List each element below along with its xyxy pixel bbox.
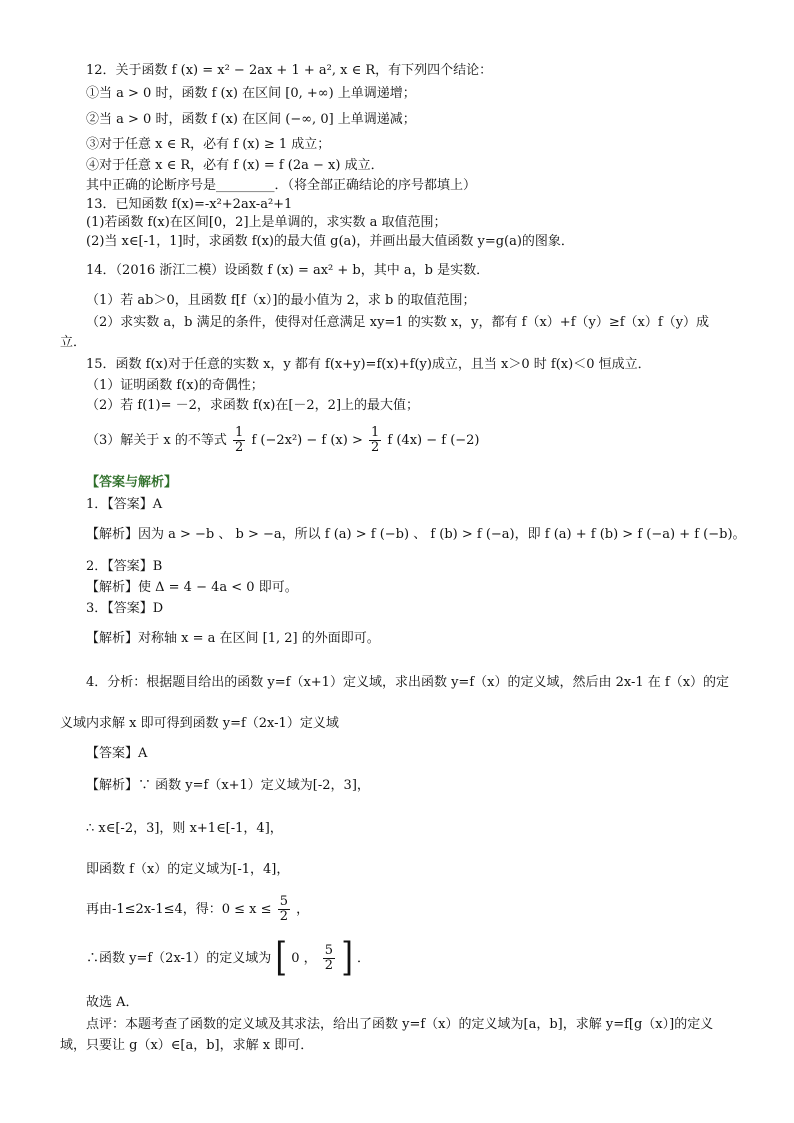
q14-stem: 14．（2016 浙江二模）设函数 f (x) = ax² + b，其中 a，b 是实数．: [86, 263, 490, 278]
q12-stem: 12．关于函数 f (x) = x² − 2ax + 1 + a², x ∈ R，有下列四个结论：: [86, 63, 493, 78]
answer-4-step-1: 【解析】∵ 函数 y=f（x+1）定义域为[-2，3]，: [86, 778, 370, 793]
answer-4-comment-cont: 域，只要让 g（x）∈[a，b]，求解 x 即可．: [60, 1038, 314, 1053]
answer-4-step-2: ∴ x∈[-2，3]，则 x+1∈[-1，4]，: [86, 821, 283, 836]
answer-4-step-5-end: ．: [357, 951, 371, 966]
fraction-numerator: 5: [324, 943, 334, 958]
answer-4-analysis-cont: 义域内求解 x 即可得到函数 y=f（2x-1）定义域: [60, 716, 339, 731]
fraction-denominator: 2: [279, 909, 288, 924]
answer-4-analysis: 4．分析：根据题目给出的函数 y=f（x+1）定义域，求出函数 y=f（x）的定义域，然后由 2x-1 在 f（x）的定: [86, 675, 730, 690]
fraction-denominator: 2: [235, 440, 244, 455]
answer-3: 3．【答案】D: [86, 601, 164, 616]
answer-1-explanation: 【解析】因为 a > −b 、 b > −a，所以 f (a) > f (−b) 、 f (b) > f (−a)，即 f (a) + f (b) > f (−a) + f (−b)。: [86, 527, 746, 542]
fraction-five-halves-2: [323, 944, 335, 973]
fraction-numerator: 1: [235, 425, 244, 440]
q13-part-1: (1)若函数 f(x)在区间[0，2]上是单调的，求实数 a 取值范围；: [86, 215, 447, 230]
q12-option-4: ④对于任意 x ∈ R，必有 f (x) = f (2a − x) 成立．: [86, 158, 384, 173]
answer-4-step-4-text: 再由-1≤2x-1≤4，得：0 ≤ x ≤: [86, 902, 272, 917]
fraction-numerator: 5: [279, 894, 288, 909]
answer-3-explanation: 【解析】对称轴 x = a 在区间 [1, 2] 的外面即可。: [86, 631, 380, 646]
answer-4-step-3: 即函数 f（x）的定义域为[-1，4]，: [86, 862, 290, 877]
fraction-denominator: 2: [370, 440, 380, 455]
answer-2-explanation: 【解析】使 Δ = 4 − 4a < 0 即可。: [86, 580, 298, 595]
q12-blank-line: 其中正确的论断序号是_________．（将全部正确结论的序号都填上）: [86, 178, 477, 193]
fraction-numerator: 1: [370, 425, 380, 440]
answer-1: 1．【答案】A: [86, 497, 163, 512]
answer-4-step-5: [86, 935, 371, 981]
q12-option-3: ③对于任意 x ∈ R，必有 f (x) ≥ 1 成立；: [86, 137, 331, 152]
answer-4-comment: 点评：本题考查了函数的定义域及其求法，给出了函数 y=f（x）的定义域为[a，b]，求解 y=f[g（x）]的定义: [86, 1017, 714, 1032]
q15-stem: 15．函数 f(x)对于任意的实数 x，y 都有 f(x+y)=f(x)+f(y)成立，且当 x＞0 时 f(x)＜0 恒成立．: [86, 357, 651, 372]
q15-part-2: （2）若 f(1)= －2，求函数 f(x)在[－2，2]上的最大值；: [86, 398, 420, 413]
q15-part-3: [86, 424, 480, 458]
answer-4: 【答案】A: [86, 746, 148, 761]
q14-part-2: （2）求实数 a，b 满足的条件，使得对任意满足 xy=1 的实数 x，y，都有 f（x）+f（y）≥f（x）f（y）成: [86, 315, 710, 330]
q15-part-3-prefix: （3）解关于 x 的不等式: [86, 433, 227, 448]
q14-part-2-cont: 立．: [60, 335, 87, 350]
q12-option-1: ①当 a > 0 时，函数 f (x) 在区间 [0, +∞) 上单调递增；: [86, 86, 416, 101]
q13-part-2: (2)当 x∈[-1，1]时，求函数 f(x)的最大值 g(a)，并画出最大值函数 y=g(a)的图象．: [86, 234, 574, 249]
answer-4-choice: 故选 A．: [86, 995, 139, 1010]
q15-part-1: （1）证明函数 f(x)的奇偶性；: [86, 378, 264, 393]
q15-part-3-suffix: f (4x) − f (−2): [387, 433, 480, 448]
answers-heading: 【答案与解析】: [86, 475, 178, 490]
interval-right-bracket: ]: [341, 935, 353, 981]
q12-option-2: ②当 a > 0 时，函数 f (x) 在区间 (−∞, 0] 上单调递减；: [86, 112, 416, 127]
interval-left-bracket: [: [275, 935, 288, 981]
interval-zero: 0 ，: [291, 951, 317, 966]
q13-stem: 13．已知函数 f(x)=-x²+2ax-a²+1: [86, 197, 293, 212]
fraction-half-2: [369, 426, 381, 455]
q15-part-3-middle: f (−2x²) − f (x) >: [251, 433, 363, 448]
fraction-denominator: 2: [324, 958, 334, 973]
q14-part-1: （1）若 ab＞0，且函数 f[f（x）]的最小值为 2，求 b 的取值范围；: [86, 293, 476, 308]
fraction-half: [233, 426, 245, 455]
answer-4-step-4: [86, 893, 309, 927]
fraction-five-halves: [278, 895, 290, 924]
answer-4-step-5-text: ∴函数 y=f（2x-1）的定义域为: [86, 951, 272, 966]
answer-2: 2．【答案】B: [86, 559, 163, 574]
answer-4-step-4-end: ，: [296, 902, 310, 917]
